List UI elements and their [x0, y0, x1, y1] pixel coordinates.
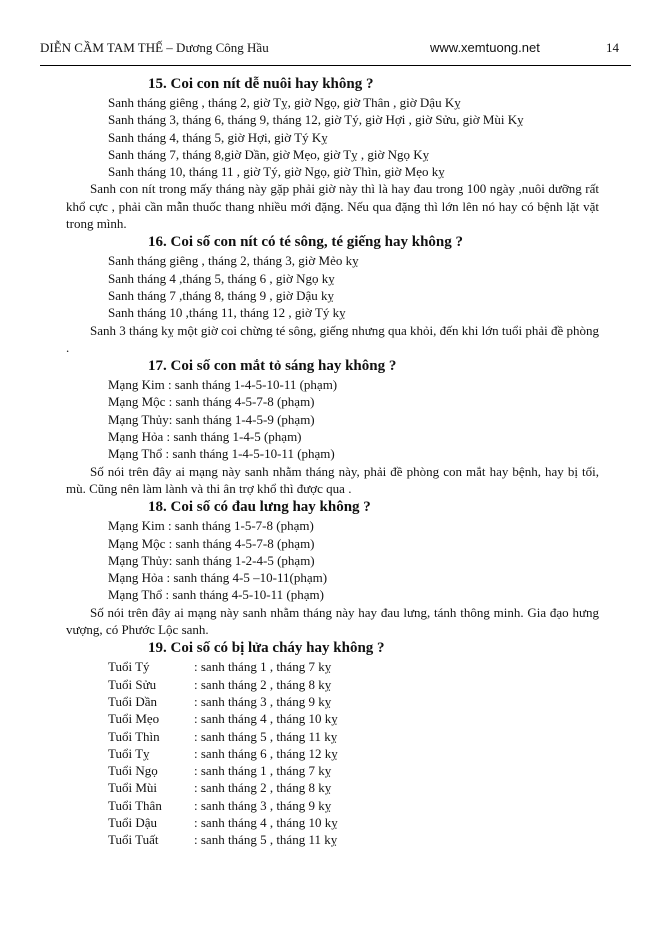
section-heading: 18. Coi số có đau lưng hay không ? [148, 499, 371, 516]
list-item: Mạng Thủy: sanh tháng 1-4-5-9 (phạm) [108, 411, 315, 427]
section-paragraph: Sanh con nít trong mấy tháng này gặp phải giờ này thì là hay đau trong 100 ngày ,nuôi dưỡng rất khổ cực , phải cần mẫn thuốc thang nhiều mới đặng. Nếu qua đặng thì lớn lên nó hay có bệnh lặt vặt trong mình. [66, 181, 599, 232]
list-item: Sanh tháng 7 ,tháng 8, tháng 9 , giờ Dậu kỵ [108, 287, 335, 303]
age-label: Tuổi Thìn [108, 728, 160, 744]
list-item: Mạng Kim : sanh tháng 1-4-5-10-11 (phạm) [108, 377, 338, 393]
list-item: Sanh tháng 7, tháng 8,giờ Dần, giờ Mẹo, giờ Tỵ , giờ Ngọ Kỵ [108, 146, 430, 162]
age-value: : sanh tháng 6 , tháng 12 kỵ [194, 745, 338, 761]
table-row [108, 745, 599, 762]
age-value: : sanh tháng 5 , tháng 11 kỵ [194, 728, 338, 744]
age-label: Tuổi Tỵ [108, 745, 150, 761]
age-label: Tuổi Tý [108, 659, 150, 675]
list-item: Mạng Hỏa : sanh tháng 1-4-5 (phạm) [108, 429, 302, 445]
table-row [108, 658, 599, 675]
website-url: www.xemtuong.net [430, 40, 540, 55]
age-label: Tuổi Mẹo [108, 711, 160, 727]
age-value: : sanh tháng 5 , tháng 11 kỵ [194, 832, 338, 848]
table-row [108, 728, 599, 745]
list-item: Sanh tháng 10 ,tháng 11, tháng 12 , giờ Tý kỵ [108, 305, 346, 321]
document-title: DIỄN CẦM TAM THẾ – Dương Công Hầu [40, 40, 269, 55]
section-heading: 15. Coi con nít dễ nuôi hay không ? [148, 76, 374, 92]
list-item: Mạng Thủy: sanh tháng 1-2-4-5 (phạm) [108, 552, 315, 568]
table-row [108, 779, 599, 796]
age-value: : sanh tháng 3 , tháng 9 kỵ [194, 797, 332, 813]
age-value: : sanh tháng 4 , tháng 10 kỵ [194, 814, 338, 830]
table-row [108, 831, 599, 848]
age-label: Tuổi Tuất [108, 832, 159, 848]
section-heading: 16. Coi số con nít có té sông, té giếng hay không ? [148, 234, 464, 251]
age-value: : sanh tháng 4 , tháng 10 kỵ [194, 711, 338, 727]
table-row [108, 710, 599, 727]
age-value: : sanh tháng 2 , tháng 8 kỵ [194, 780, 332, 796]
page-header [40, 40, 625, 62]
section-heading: 19. Coi số có bị lửa cháy hay không ? [148, 640, 385, 657]
section-paragraph: Số nói trên đây ai mạng này sanh nhằm tháng này hay đau lưng, tánh thông minh. Gia đạo hưng vượng, có Phước Lộc sanh. [66, 604, 599, 638]
header-rule [40, 65, 631, 66]
table-row [108, 762, 599, 779]
table-row [108, 797, 599, 814]
age-label: Tuổi Thân [108, 797, 162, 813]
age-label: Tuổi Mùi [108, 780, 158, 796]
age-label: Tuổi Sửu [108, 676, 157, 692]
list-item: Sanh tháng 10, tháng 11 , giờ Tý, giờ Ngọ, giờ Thìn, giờ Mẹo kỵ [108, 164, 445, 180]
section-17 [66, 357, 599, 497]
age-value: : sanh tháng 3 , tháng 9 kỵ [194, 693, 332, 709]
table-row [108, 814, 599, 831]
list-item: Mạng Thổ : sanh tháng 1-4-5-10-11 (phạm) [108, 446, 335, 462]
list-item: Sanh tháng 4 ,tháng 5, tháng 6 , giờ Ngọ kỵ [108, 270, 335, 286]
list-item: Mạng Mộc : sanh tháng 4-5-7-8 (phạm) [108, 535, 315, 551]
list-item: Sanh tháng giêng , tháng 2, tháng 3, giờ Mẻo kỵ [108, 253, 359, 269]
age-value: : sanh tháng 2 , tháng 8 kỵ [194, 676, 332, 692]
list-item: Mạng Mộc : sanh tháng 4-5-7-8 (phạm) [108, 394, 315, 410]
age-value: : sanh tháng 1 , tháng 7 kỵ [194, 659, 332, 675]
list-item: Sanh tháng 3, tháng 6, tháng 9, tháng 12, giờ Tý, giờ Hợi , giờ Sửu, giờ Mùi Kỵ [108, 112, 524, 128]
section-15 [66, 75, 599, 232]
section-heading: 17. Coi số con mắt tỏ sáng hay không ? [148, 358, 397, 375]
table-row [108, 676, 599, 693]
list-item: Sanh tháng giêng , tháng 2, giờ Tỵ, giờ Ngọ, giờ Thân , giờ Dậu Kỵ [108, 95, 461, 110]
section-paragraph: Sanh 3 tháng kỵ một giờ coi chừng té sông, giếng nhưng qua khỏi, đến khi lớn tuổi phải đề phòng . [66, 322, 599, 355]
section-19 [66, 639, 599, 848]
section-18 [66, 498, 599, 638]
page-number: 14 [606, 40, 619, 55]
age-label: Tuổi Ngọ [108, 763, 158, 779]
list-item: Mạng Hỏa : sanh tháng 4-5 –10-11(phạm) [108, 570, 328, 586]
table-row [108, 693, 599, 710]
list-item: Mạng Kim : sanh tháng 1-5-7-8 (phạm) [108, 518, 314, 534]
age-label: Tuổi Dậu [108, 814, 158, 830]
section-16 [66, 233, 599, 356]
list-item: Sanh tháng 4, tháng 5, giờ Hợi, giờ Tý Kỵ [108, 129, 328, 145]
list-item: Mạng Thổ : sanh tháng 4-5-10-11 (phạm) [108, 587, 324, 603]
page-body [66, 74, 599, 849]
age-label: Tuổi Dần [108, 693, 158, 709]
age-value: : sanh tháng 1 , tháng 7 kỵ [194, 763, 332, 779]
section-paragraph: Số nói trên đây ai mạng này sanh nhằm tháng này, phải đề phòng con mắt hay bệnh, hay bị tối, mù. Cũng nên làm lành và thi ân trợ khổ thì được qua . [66, 463, 599, 496]
